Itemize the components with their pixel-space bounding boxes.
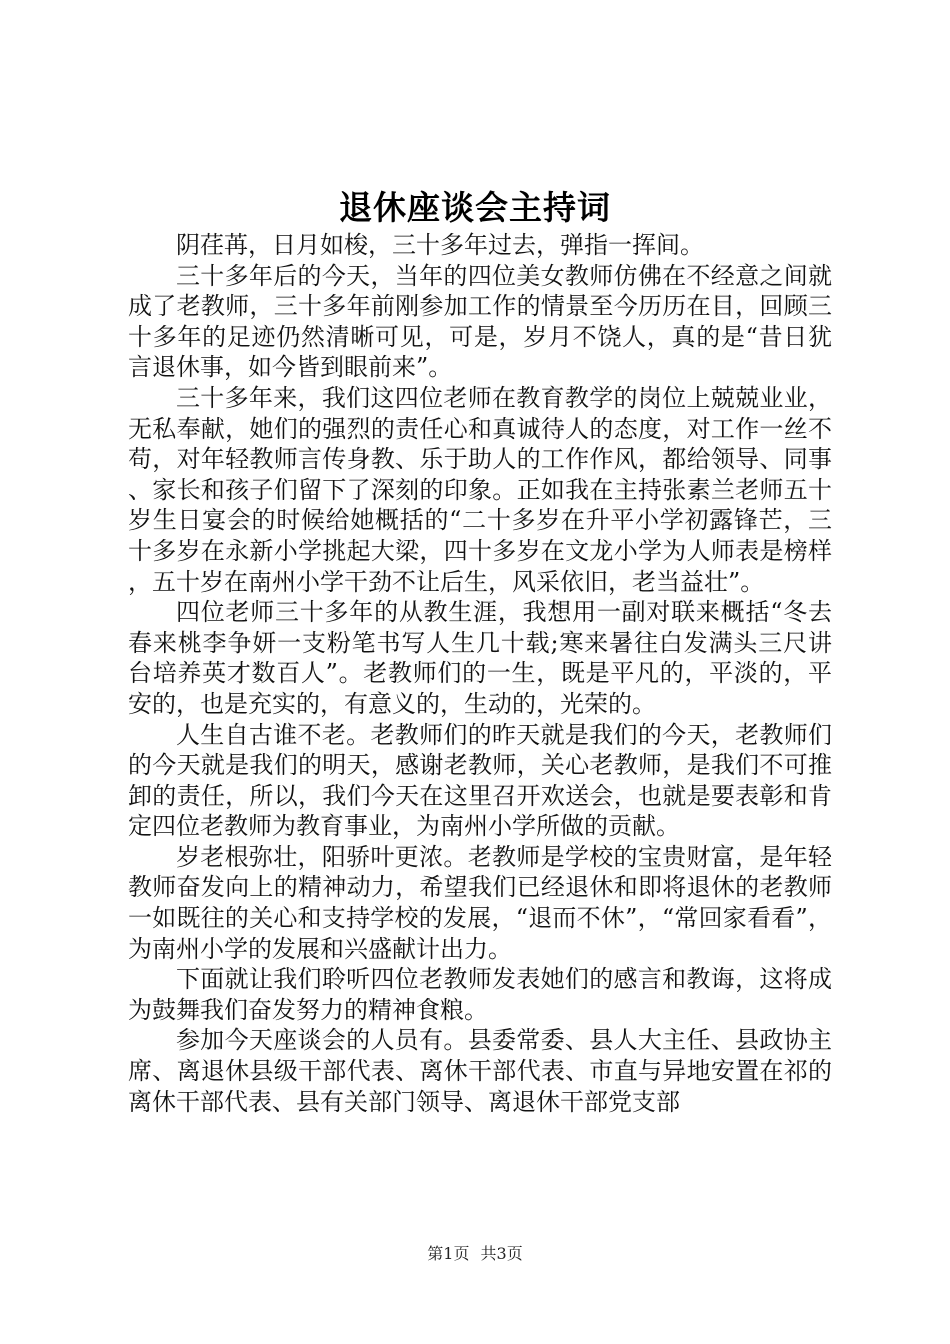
document-title: 退休座谈会主持词 [339,188,611,227]
paragraph-7: 下面就让我们聆听四位老教师发表她们的感言和教诲，这将成为鼓舞我们奋发努力的精神食粮。 [128,965,832,1024]
paragraph-8: 参加今天座谈会的人员有。县委常委、县人大主任、县政协主席、离退休县级干部代表、离休干部代表、市直与异地安置在祁的离休干部代表、县有关部门领导、离退休干部党支部 [128,1026,832,1116]
page-number-total: 共3页 [480,1244,523,1263]
paragraph-2: 三十多年后的今天，当年的四位美女教师仿佛在不经意之间就成了老教师，三十多年前刚参加工作的情景至今历历在目，回顾三十多年的足迹仍然清晰可见，可是，岁月不饶人，真的是“昔日犹言退休事，如今皆到眼前来”。 [128,261,832,382]
page-number-current: 第1页 [427,1244,470,1263]
page-footer [0,1243,950,1265]
paragraph-5: 人生自古谁不老。老教师们的昨天就是我们的今天，老教师们的今天就是我们的明天，感谢老教师，关心老教师，是我们不可推卸的责任，所以，我们今天在这里召开欢送会，也就是要表彰和肯定四位老教师为教育事业，为南州小学所做的贡献。 [128,720,832,841]
paragraph-6: 岁老根弥壮，阳骄叶更浓。老教师是学校的宝贵财富，是年轻教师奋发向上的精神动力，希望我们已经退休和即将退休的老教师一如既往的关心和支持学校的发展，“退而不休”，“常回家看看”，为南州小学的发展和兴盛献计出力。 [128,842,832,963]
paragraph-3: 三十多年来，我们这四位老师在教育教学的岗位上兢兢业业，无私奉献，她们的强烈的责任心和真诚待人的态度，对工作一丝不苟，对年轻教师言传身教、乐于助人的工作作风，都给领导、同事、家长和孩子们留下了深刻的印象。正如我在主持张素兰老师五十岁生日宴会的时候给她概括的“二十多岁在升平小学初露锋芒，三十多岁在永新小学挑起大梁，四十多岁在文龙小学为人师表是榜样，五十岁在南州小学干劲不让后生，风采依旧，老当益壮”。 [128,383,832,596]
paragraph-4: 四位老师三十多年的从教生涯，我想用一副对联来概括“冬去春来桃李争妍一支粉笔书写人生几十载;寒来暑往白发满头三尺讲台培养英才数百人”。老教师们的一生，既是平凡的，平淡的，平安的，也是充实的，有意义的，生动的，光荣的。 [128,598,832,718]
document-body [128,230,832,1117]
paragraph-1: 阴荏苒，日月如梭，三十多年过去，弹指一挥间。 [176,231,704,259]
